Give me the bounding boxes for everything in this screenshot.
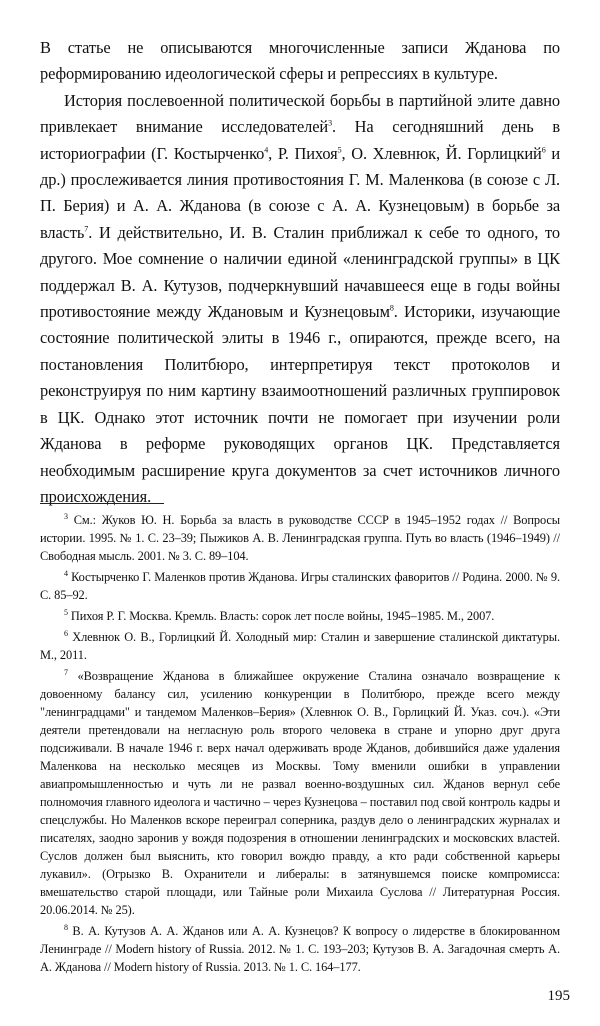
main-text: [40, 35, 560, 510]
footnote-text: См.: Жуков Ю. Н. Борьба за власть в руководстве СССР в 1945–1952 годах // Вопросы истории. 1995. № 1. С. 23–39; Пыжиков А. В. Ленинградская группа. Путь во власть (1946–1949) // Свободная мысль. 2001. № 3. С. 89–104.: [40, 513, 560, 563]
footnotes: [40, 511, 560, 979]
footnote-ref-8[interactable]: 8: [389, 303, 394, 313]
footnote-8: [40, 922, 560, 976]
footnote-text: «Возвращение Жданова в ближайшее окружение Сталина означало возвращение к довоенному балансу сил, усилению конкуренции в Политбюро, прежде всего между "ленинградцами" и тандемом Маленков–Берия» (Хлевнюк О. В., Горлицкий Й. Указ. соч.). «Эти деятели претендовали на негласную роль второго человека в стране и упорно друг друга подсиживали. В начале 1946 г. верх начал одерживать вроде Жданов, добившийся даже удаления Маленкова на несколько месяцев из Москвы. Тому вменили ошибки в управлении авиапромышленностью и чуть ли не развал военно-воздушных сил. Жданов вернул себе полномочия главного идеолога и частично – через Кузнецова – поставил под свой контроль кадры и спецслужбы. Но Маленков вскоре переиграл соперника, раздув дело о ленинградских журналах и писателях, заодно заронив у вождя подозрения в отношении ленинградских и московских властей. Суслов должен был выяснить, кто говорил вождю правду, а кто ради собственной карьеры лукавил». (Огрызко В. Охранители и либералы: в затянувшемся поиске компромисса: вмешательство старой площади, или Тайные роли Михаила Суслова // Литературная Россия. 20.06.2014. № 25).: [40, 669, 561, 917]
footnote-ref-6[interactable]: 6: [541, 145, 546, 155]
footnote-5: [40, 607, 560, 625]
paragraph-2: История послевоенной политической борьбы в партийной элите давно привлекает внимание исследователей$^3$. На сегодняшний день в историографии (Г. Костырченко$^4$, Р. Пихоя$^5$, О. Хлевнюк, Й. Горлицкий$^6$ и др.) прослеживается линия противостояния Г. М. Маленкова (в союзе с Л. П. Берия) и А. А. Жданова (в союзе с А. А. Кузнецовым) в борьбе за власть$^7$. И действительно, И. В. Сталин приближал к себе то одного, то другого. Мое сомнение о наличии единой «ленинградской группы» в ЦК поддержал В. А. Кутузов, подчеркнувший начавшееся еще в годы войны противостояние между Ждановым и Кузнецовым$^8$. Историки, изучающие состояние политической элиты в 1946 г., опираются, прежде всего, на постановления Политбюро, интерпретируя текст протоколов и реконструируя по ним картину взаимоотношений различных группировок в ЦК. Однако этот источник почти не помогает при изучении роли Жданова в реформе руководящих органов ЦК. Представляется необходимым расширение круга документов за счет источников личного происхождения.: [40, 90, 560, 506]
footnote-number: 6: [64, 628, 68, 638]
footnote-ref-3[interactable]: 3: [328, 118, 332, 128]
footnote-text: В. А. Кутузов А. А. Жданов или А. А. Кузнецов? К вопросу о лидерстве в блокированном Ленинграде // Modern history of Russia. 2012. № 1. С. 193–203; Кутузов В. А. Загадочная смерть А. А. Жданова // Modern history of Russia. 2013. № 1. С. 164–177.: [40, 924, 560, 974]
footnote-number: 3: [64, 511, 68, 521]
footnote-number: 8: [64, 922, 68, 932]
footnote-ref-7[interactable]: 7: [84, 224, 89, 234]
footnote-number: 5: [64, 607, 68, 617]
footnote-6: [40, 628, 560, 664]
paragraph-1: В статье не описываются многочисленные записи Жданова по реформированию идеологической сферы и репрессиях в культуре.: [40, 38, 560, 84]
footnote-separator: [40, 503, 164, 504]
footnote-number: 4: [64, 568, 68, 578]
footnote-3: [40, 511, 560, 565]
footnote-text: Костырченко Г. Маленков против Жданова. Игры сталинских фаворитов // Родина. 2000. № 9. С. 85–92.: [40, 570, 561, 602]
footnote-ref-5[interactable]: 5: [337, 145, 342, 155]
footnote-text: Хлевнюк О. В., Горлицкий Й. Холодный мир: Сталин и завершение сталинской диктатуры. М., 2011.: [40, 630, 561, 662]
page-number: 195: [547, 988, 570, 1004]
footnote-text: Пихоя Р. Г. Москва. Кремль. Власть: сорок лет после войны, 1945–1985. М., 2007.: [70, 609, 495, 623]
footnote-ref-4[interactable]: 4: [264, 145, 269, 155]
footnote-7: [40, 667, 560, 919]
footnote-number: 7: [64, 667, 68, 677]
footnote-4: [40, 568, 560, 604]
